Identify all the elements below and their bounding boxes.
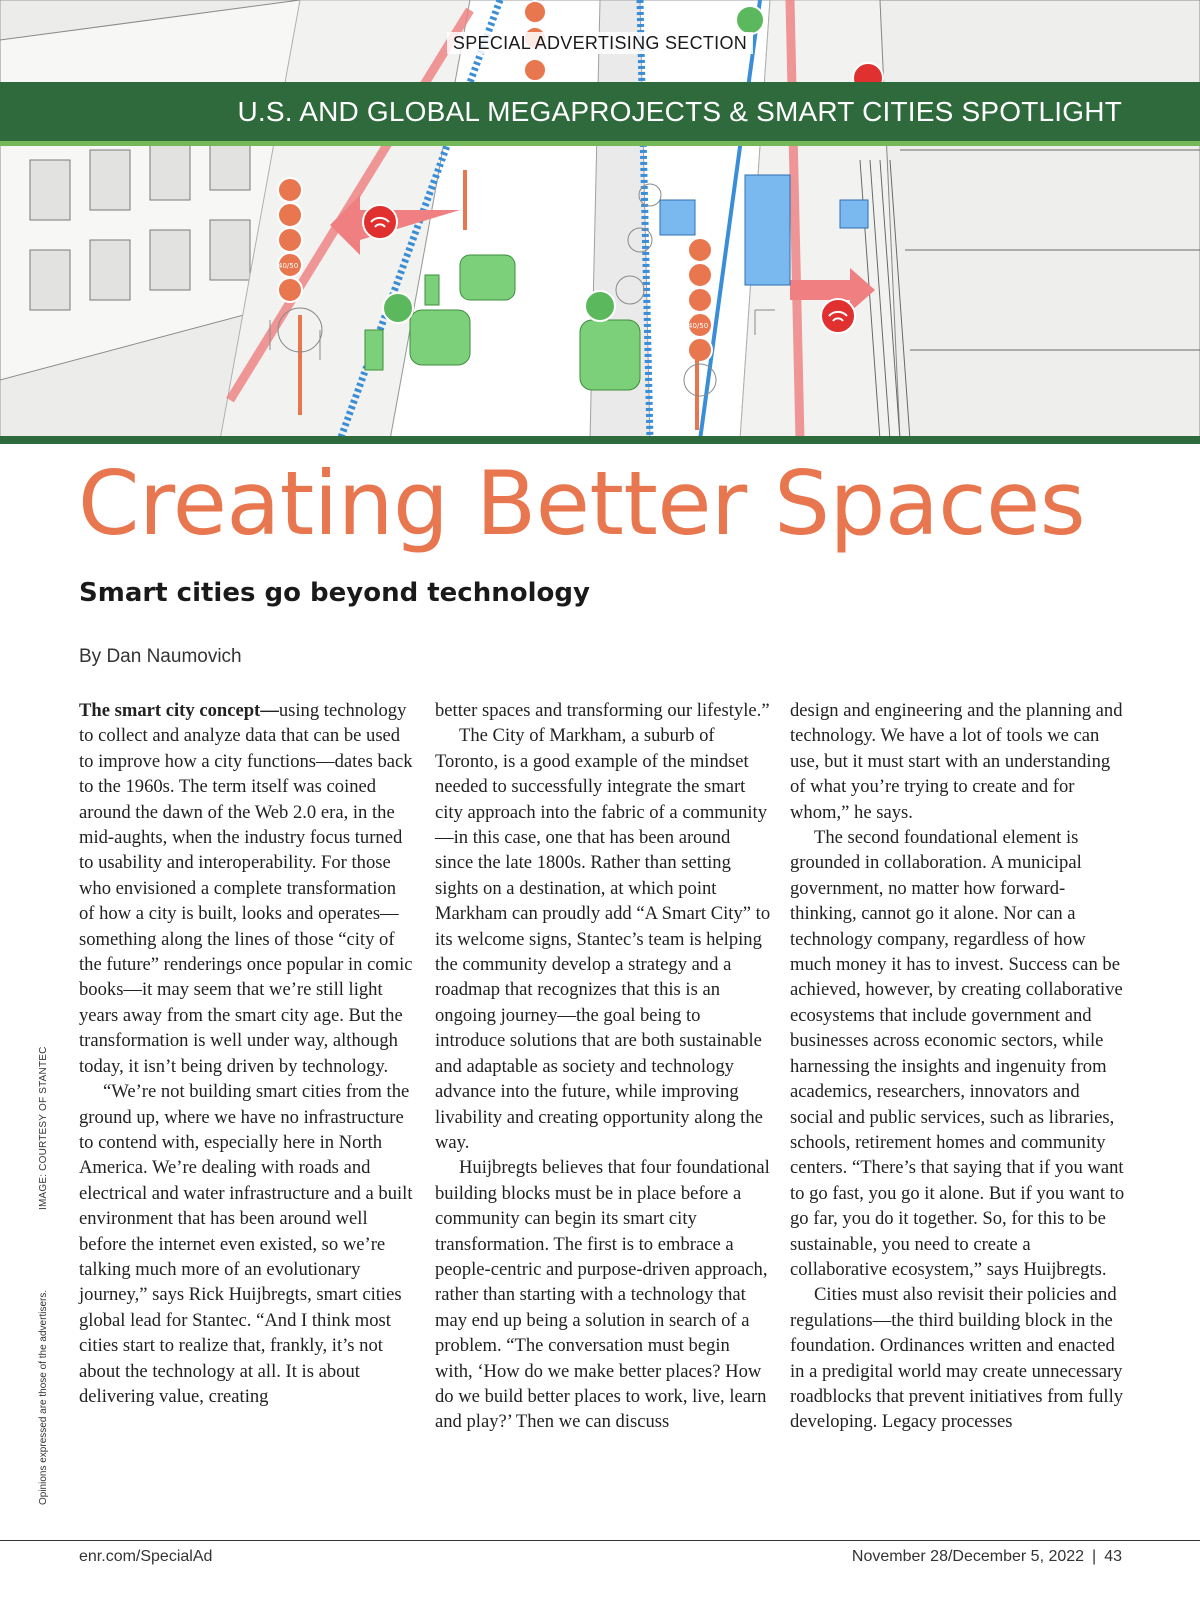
article-column-1 — [79, 698, 415, 1409]
paragraph: The second foundational element is grounded in collaboration. A municipal government, no matter how forward-thinking, cannot go it alone. Nor can a technology company, regardless of how much money it has to invest. Success can be achieved, however, by creating collaborative ecosystems that include government and businesses across economic sectors, while harnessing the insights and ingenuity from academics, researchers, innovators and social and public services, such as libraries, schools, retirement homes and community centers. “There’s that saying that if you want to go fast, you go it alone. But if you want to go far, you do it together. So, for this to be sustainable, you need to create a collaborative ecosystem,” says Huijbregts. — [790, 827, 1125, 1280]
hero-divider — [0, 436, 1200, 444]
wifi-icon — [821, 299, 855, 333]
article-column-2 — [435, 698, 771, 1435]
lead-in: The smart city concept— — [79, 700, 279, 721]
footer-separator: | — [1092, 1548, 1097, 1565]
footer-url[interactable]: enr.com/SpecialAd — [79, 1548, 213, 1565]
speed-sign-left-text: 40/50 — [278, 262, 299, 270]
paragraph-text: using technology to collect and analyze data that can be used to improve how a city functions—dates back to the 1960s. The term itself was coined around the dawn of the Web 2.0 era, in the mid-aughts, when the industry focus turned to usability and interoperability. For those who envisioned a complete transformation of how a city is built, looks and operates—something along the lines of those “city of the future” renderings once popular in comic books—it may seem that we’re still light years away from the smart city age. But the transformation is well under way, although today, it isn’t being driven by technology. — [79, 700, 413, 1077]
smart-street-illustration — [0, 0, 1200, 440]
opinions-disclaimer: Opinions expressed are those of the advertisers. — [38, 1289, 49, 1505]
issue-date: November 28/December 5, 2022 — [851, 1548, 1085, 1565]
banner-title: U.S. AND GLOBAL MEGAPROJECTS & SMART CITIES SPOTLIGHT — [237, 96, 1122, 127]
footer-date-page — [852, 1548, 1122, 1566]
footer-rule — [0, 1540, 1200, 1541]
wifi-icon — [363, 205, 397, 239]
paragraph: design and engineering and the planning and technology. We have a lot of tools we can use, but it must start with an understanding of what you’re trying to create and for whom,” he says. — [790, 700, 1123, 823]
paragraph: “We’re not building smart cities from the ground up, where we have no infrastructure to contend with, especially here in North America. We’re dealing with roads and electrical and water infrastructure and a built environment that has been around well before the internet even existed, so we’re talking much more of an evolutionary journey,” says Rick Huijbregts, smart cities global lead for Stantec. “And I think most cities start to realize that, frankly, it’s not about the technology at all. It is about delivering value, creating — [79, 1081, 413, 1407]
page-number: 43 — [1104, 1548, 1122, 1565]
image-credit: IMAGE: COURTESY OF STANTEC — [38, 1046, 49, 1210]
hero-illustration — [0, 0, 1200, 440]
special-ad-label — [0, 33, 1200, 54]
paragraph: Huijbregts believes that four foundational building blocks must be in place before a community can begin its smart city transformation. The first is to embrace a people-centric and purpose-driven approach, rather than starting with a technology that may end up being a solution in search of a problem. “The conversation must begin with, ‘How do we make better places? How do we build better places to work, live, learn and play?’ Then we can discuss — [435, 1157, 770, 1433]
article-column-3 — [790, 698, 1126, 1435]
special-ad-text: SPECIAL ADVERTISING SECTION — [447, 32, 753, 54]
paragraph — [79, 698, 415, 1079]
speed-sign-right-text: 40/50 — [688, 322, 709, 330]
article-subhead: Smart cities go beyond technology — [79, 578, 590, 608]
article-byline: By Dan Naumovich — [79, 646, 242, 667]
section-banner — [0, 82, 1200, 146]
paragraph: better spaces and transforming our lifestyle.” — [435, 700, 770, 721]
paragraph: The City of Markham, a suburb of Toronto, is a good example of the mindset needed to successfully integrate the smart city approach into the fabric of a community—in this case, one that has been around since the late 1800s. Rather than setting sights on a destination, at which point Markham can proudly add “A Smart City” to its welcome signs, Stantec’s team is helping the community develop a strategy and a roadmap that recognizes that this is an ongoing journey—the goal being to introduce solutions that are both sustainable and adaptable as society and technology advance into the future, while improving livability and creating opportunity along the way. — [435, 725, 771, 1153]
article-headline: Creating Better Spaces — [78, 452, 1086, 555]
paragraph: Cities must also revisit their policies and regulations—the third building block in the foundation. Ordinances written and enacted in a predigital world may create unnecessary roadblocks that prevent initiatives from fully developing. Legacy processes — [790, 1284, 1124, 1433]
